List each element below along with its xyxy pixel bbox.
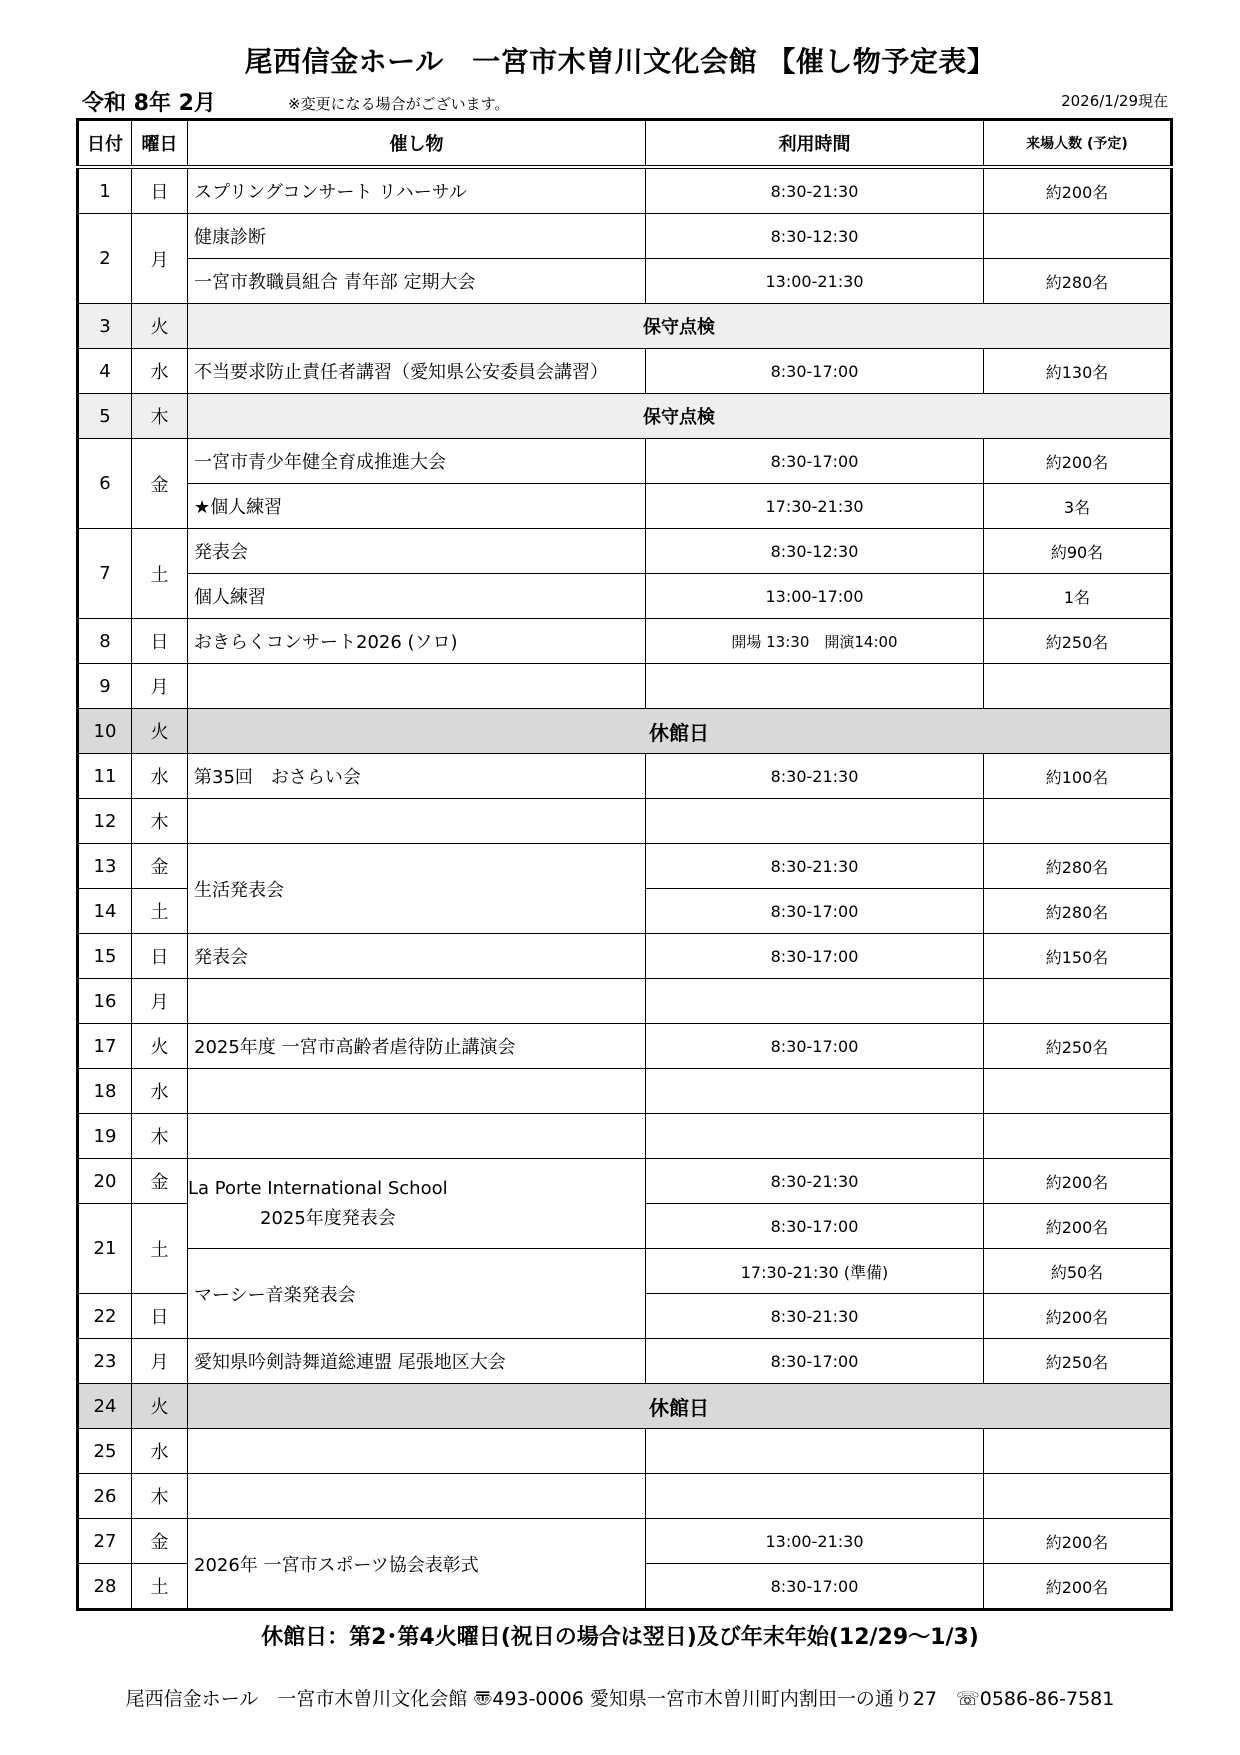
event-cell <box>188 664 646 709</box>
people-cell <box>984 1474 1172 1519</box>
date-cell: 5 <box>78 394 132 439</box>
header-weekday: 曜日 <box>132 120 188 168</box>
table-row <box>78 349 1172 394</box>
people-cell <box>984 664 1172 709</box>
as-of-date: 2026/1/29現在 <box>1061 92 1168 110</box>
weekday-cell: 水 <box>132 1429 188 1474</box>
people-cell: 約200名 <box>984 167 1172 214</box>
time-cell: 8:30-17:00 <box>646 934 984 979</box>
event-cell <box>188 1159 646 1249</box>
date-cell: 6 <box>78 439 132 529</box>
people-cell: 約250名 <box>984 1024 1172 1069</box>
date-cell: 3 <box>78 304 132 349</box>
people-cell: 約130名 <box>984 349 1172 394</box>
closed-days-note: 休館日：第2･第4火曜日(祝日の場合は翌日)及び年末年始(12/29～1/3) <box>261 1625 979 1650</box>
people-cell <box>984 1114 1172 1159</box>
table-row <box>78 304 1172 349</box>
date-cell: 12 <box>78 799 132 844</box>
date-cell: 13 <box>78 844 132 889</box>
people-cell: 約90名 <box>984 529 1172 574</box>
date-cell: 14 <box>78 889 132 934</box>
date-cell: 28 <box>78 1564 132 1610</box>
time-cell: 8:30-17:00 <box>646 1339 984 1384</box>
closed-day-cell: 休館日 <box>188 709 1172 754</box>
time-cell: 開場 13:30 開演14:00 <box>646 619 984 664</box>
table-row <box>78 214 1172 259</box>
weekday-cell: 木 <box>132 1474 188 1519</box>
event-cell: 一宮市教職員組合 青年部 定期大会 <box>188 259 646 304</box>
people-cell <box>984 1069 1172 1114</box>
time-cell: 8:30-17:00 <box>646 1564 984 1610</box>
weekday-cell: 金 <box>132 844 188 889</box>
table-row <box>78 1384 1172 1429</box>
table-row <box>78 1159 1172 1204</box>
people-cell: 3名 <box>984 484 1172 529</box>
weekday-cell: 土 <box>132 1204 188 1294</box>
date-cell: 16 <box>78 979 132 1024</box>
people-cell: 約250名 <box>984 1339 1172 1384</box>
header-time: 利用時間 <box>646 120 984 168</box>
event-name-line2: 2025年度発表会 <box>260 1207 396 1229</box>
table-row <box>78 529 1172 574</box>
event-cell: 生活発表会 <box>188 844 646 934</box>
table-row <box>78 1024 1172 1069</box>
weekday-cell: 水 <box>132 754 188 799</box>
table-row <box>78 979 1172 1024</box>
event-name-line1: La Porte International School <box>188 1177 448 1199</box>
date-cell: 15 <box>78 934 132 979</box>
maintenance-cell: 保守点検 <box>188 394 1172 439</box>
people-cell: 1名 <box>984 574 1172 619</box>
event-cell: 健康診断 <box>188 214 646 259</box>
time-cell <box>646 1114 984 1159</box>
event-cell: 個人練習 <box>188 574 646 619</box>
weekday-cell: 日 <box>132 934 188 979</box>
people-cell <box>984 214 1172 259</box>
date-cell: 17 <box>78 1024 132 1069</box>
event-cell: 2025年度 一宮市高齢者虐待防止講演会 <box>188 1024 646 1069</box>
date-cell: 23 <box>78 1339 132 1384</box>
table-row <box>78 664 1172 709</box>
date-cell: 18 <box>78 1069 132 1114</box>
date-cell: 22 <box>78 1294 132 1339</box>
table-header-row <box>78 120 1172 168</box>
weekday-cell: 土 <box>132 1564 188 1610</box>
header-date: 日付 <box>78 120 132 168</box>
time-cell: 8:30-21:30 <box>646 1159 984 1204</box>
time-cell: 8:30-12:30 <box>646 214 984 259</box>
table-row <box>78 619 1172 664</box>
time-cell: 8:30-21:30 <box>646 844 984 889</box>
weekday-cell: 土 <box>132 529 188 619</box>
time-cell: 17:30-21:30 <box>646 484 984 529</box>
people-cell: 約280名 <box>984 259 1172 304</box>
time-cell <box>646 1429 984 1474</box>
time-cell: 8:30-17:00 <box>646 349 984 394</box>
people-cell: 約250名 <box>984 619 1172 664</box>
people-cell: 約200名 <box>984 1519 1172 1564</box>
table-row <box>78 1429 1172 1474</box>
people-cell: 約280名 <box>984 844 1172 889</box>
header-people: 来場人数 (予定) <box>984 120 1172 168</box>
time-cell: 8:30-17:00 <box>646 1024 984 1069</box>
event-cell <box>188 799 646 844</box>
date-cell: 24 <box>78 1384 132 1429</box>
weekday-cell: 月 <box>132 979 188 1024</box>
table-row <box>78 259 1172 304</box>
time-cell <box>646 1069 984 1114</box>
date-cell: 4 <box>78 349 132 394</box>
weekday-cell: 日 <box>132 619 188 664</box>
event-cell: 一宮市青少年健全育成推進大会 <box>188 439 646 484</box>
table-row <box>78 799 1172 844</box>
event-cell: 愛知県吟剣詩舞道総連盟 尾張地区大会 <box>188 1339 646 1384</box>
people-cell: 約200名 <box>984 1204 1172 1249</box>
weekday-cell: 金 <box>132 439 188 529</box>
weekday-cell: 日 <box>132 167 188 214</box>
event-cell: おきらくコンサート2026 (ソロ) <box>188 619 646 664</box>
weekday-cell: 木 <box>132 394 188 439</box>
event-cell: 不当要求防止責任者講習（愛知県公安委員会講習） <box>188 349 646 394</box>
event-cell <box>188 1114 646 1159</box>
date-cell: 26 <box>78 1474 132 1519</box>
event-cell: 第35回 おさらい会 <box>188 754 646 799</box>
time-cell: 13:00-21:30 <box>646 259 984 304</box>
time-cell: 13:00-17:00 <box>646 574 984 619</box>
time-cell <box>646 799 984 844</box>
table-row <box>78 394 1172 439</box>
weekday-cell: 日 <box>132 1294 188 1339</box>
event-cell: 発表会 <box>188 529 646 574</box>
people-cell: 約280名 <box>984 889 1172 934</box>
venue-address: 尾西信金ホール 一宮市木曽川文化会館 〠493-0006 愛知県一宮市木曽川町内割田一の通り27 ☏0586-86-7581 <box>125 1688 1115 1710</box>
date-cell: 10 <box>78 709 132 754</box>
weekday-cell: 土 <box>132 889 188 934</box>
date-cell: 21 <box>78 1204 132 1294</box>
people-cell <box>984 799 1172 844</box>
date-cell: 25 <box>78 1429 132 1474</box>
date-cell: 8 <box>78 619 132 664</box>
people-cell <box>984 1429 1172 1474</box>
time-cell: 8:30-21:30 <box>646 167 984 214</box>
date-cell: 27 <box>78 1519 132 1564</box>
time-cell: 13:00-21:30 <box>646 1519 984 1564</box>
people-cell: 約200名 <box>984 439 1172 484</box>
weekday-cell: 水 <box>132 349 188 394</box>
people-cell: 約200名 <box>984 1159 1172 1204</box>
table-row <box>78 934 1172 979</box>
time-cell: 8:30-17:00 <box>646 439 984 484</box>
event-cell: マーシー音楽発表会 <box>188 1249 646 1339</box>
event-cell <box>188 1069 646 1114</box>
event-cell: 2026年 一宮市スポーツ協会表彰式 <box>188 1519 646 1610</box>
people-cell: 約200名 <box>984 1294 1172 1339</box>
date-cell: 20 <box>78 1159 132 1204</box>
table-row <box>78 1474 1172 1519</box>
weekday-cell: 火 <box>132 1384 188 1429</box>
header-event: 催し物 <box>188 120 646 168</box>
table-row <box>78 844 1172 889</box>
time-cell: 8:30-12:30 <box>646 529 984 574</box>
table-row <box>78 1249 1172 1294</box>
weekday-cell: 火 <box>132 304 188 349</box>
subheader <box>78 86 1168 114</box>
event-cell: ★個人練習 <box>188 484 646 529</box>
table-row <box>78 574 1172 619</box>
table-row <box>78 709 1172 754</box>
time-cell: 17:30-21:30 (準備) <box>646 1249 984 1294</box>
table-row <box>78 439 1172 484</box>
people-cell <box>984 979 1172 1024</box>
time-cell: 8:30-21:30 <box>646 1294 984 1339</box>
event-cell: 発表会 <box>188 934 646 979</box>
time-cell: 8:30-17:00 <box>646 1204 984 1249</box>
time-cell <box>646 664 984 709</box>
weekday-cell: 月 <box>132 664 188 709</box>
time-cell: 8:30-21:30 <box>646 754 984 799</box>
table-row <box>78 754 1172 799</box>
table-row <box>78 1339 1172 1384</box>
table-row <box>78 167 1172 214</box>
date-cell: 19 <box>78 1114 132 1159</box>
weekday-cell: 月 <box>132 1339 188 1384</box>
date-cell: 7 <box>78 529 132 619</box>
date-cell: 1 <box>78 167 132 214</box>
time-cell <box>646 1474 984 1519</box>
schedule-table <box>76 118 1173 1611</box>
event-cell <box>188 1429 646 1474</box>
weekday-cell: 火 <box>132 1024 188 1069</box>
time-cell <box>646 979 984 1024</box>
date-cell: 11 <box>78 754 132 799</box>
weekday-cell: 金 <box>132 1519 188 1564</box>
weekday-cell: 金 <box>132 1159 188 1204</box>
weekday-cell: 木 <box>132 799 188 844</box>
time-cell: 8:30-17:00 <box>646 889 984 934</box>
people-cell: 約50名 <box>984 1249 1172 1294</box>
event-cell <box>188 1474 646 1519</box>
closed-day-cell: 休館日 <box>188 1384 1172 1429</box>
change-note: ※変更になる場合がございます。 <box>288 95 510 113</box>
table-row <box>78 1519 1172 1564</box>
people-cell: 約150名 <box>984 934 1172 979</box>
table-row <box>78 484 1172 529</box>
weekday-cell: 火 <box>132 709 188 754</box>
weekday-cell: 月 <box>132 214 188 304</box>
weekday-cell: 水 <box>132 1069 188 1114</box>
table-row <box>78 1114 1172 1159</box>
event-cell <box>188 979 646 1024</box>
people-cell: 約100名 <box>984 754 1172 799</box>
date-cell: 2 <box>78 214 132 304</box>
weekday-cell: 木 <box>132 1114 188 1159</box>
event-cell: スプリングコンサート リハーサル <box>188 167 646 214</box>
table-row <box>78 1069 1172 1114</box>
maintenance-cell: 保守点検 <box>188 304 1172 349</box>
people-cell: 約200名 <box>984 1564 1172 1610</box>
month-label: 令和 8年 2月 <box>82 91 216 116</box>
date-cell: 9 <box>78 664 132 709</box>
page-title: 尾西信金ホール 一宮市木曽川文化会館 【催し物予定表】 <box>244 45 996 78</box>
